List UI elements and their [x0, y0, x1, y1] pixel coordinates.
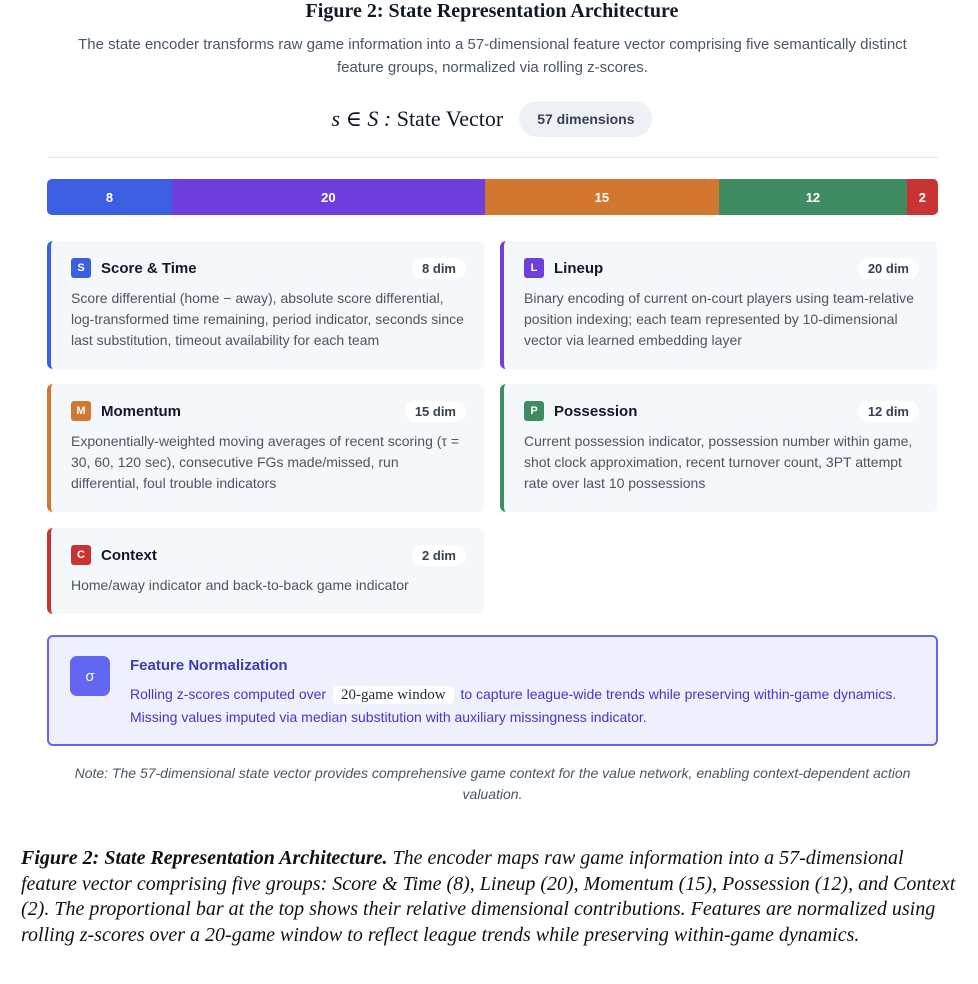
group-card-lineup — [500, 241, 937, 369]
bar-segment: 12 — [719, 179, 907, 215]
state-vector-label — [332, 106, 504, 132]
group-title: Context — [101, 546, 157, 564]
group-title: Score & Time — [101, 259, 197, 277]
bar-segment: 20 — [172, 179, 485, 215]
figure-subtitle: The state encoder transforms raw game information into a 57-dimensional feature vector comprising five semantically distinct feature groups, normalized via rolling z-scores. — [78, 36, 907, 76]
group-title: Possession — [554, 402, 638, 420]
group-dim-pill: 15 dim — [405, 401, 466, 422]
figure-note: Note: The 57-dimensional state vector provides comprehensive game context for the value network, enabling context-dependent action valuation. — [74, 765, 911, 802]
group-title: Lineup — [554, 259, 604, 277]
dimension-proportion-bar — [47, 179, 938, 215]
group-dim-pill: 8 dim — [412, 258, 466, 279]
state-vector-symbol: s ∈ S : — [331, 106, 392, 131]
group-description: Exponentially-weighted moving averages of recent scoring (τ = 30, 60, 120 sec), consecutive FGs made/missed, run differential, foul trouble indicators — [71, 433, 460, 491]
group-card-context — [47, 528, 484, 614]
group-dim-pill: 12 dim — [858, 401, 919, 422]
caption-text: The encoder maps raw game information into a 57-dimensional feature vector comprising five groups: Score & Time (8), Lineup (20), Momentum (15), Possession (12), and Context (2). The proportional bar at the top shows their relative dimensional contributions. Features are normalized using rolling z-scores over a 20-game window to reflect league trends while preserving within-game dynamics. — [21, 847, 956, 946]
bar-segment: 8 — [47, 179, 172, 215]
group-description: Binary encoding of current on-court players using team-relative position indexing; each team represented by 10-dimensional vector via learned embedding layer — [524, 290, 914, 348]
sigma-icon: σ — [70, 656, 110, 696]
divider — [47, 157, 938, 158]
normalization-title: Feature Normalization — [130, 657, 288, 674]
group-badge: L — [524, 258, 544, 278]
bar-segment: 2 — [907, 179, 938, 215]
dimension-count-pill: 57 dimensions — [519, 101, 652, 137]
figure-title: Figure 2: State Representation Architecture — [305, 0, 679, 22]
bar-segment: 15 — [485, 179, 719, 215]
group-badge: C — [71, 545, 91, 565]
group-description: Home/away indicator and back-to-back game indicator — [71, 577, 409, 593]
group-dim-pill: 2 dim — [412, 545, 466, 566]
group-dim-pill: 20 dim — [858, 258, 919, 279]
state-vector-name: State Vector — [396, 106, 504, 131]
group-description: Score differential (home − away), absolute score differential, log-transformed time remaining, period indicator, seconds since last substitution, timeout availability for each team — [71, 290, 464, 348]
group-card-momentum — [47, 384, 484, 512]
group-badge: S — [71, 258, 91, 278]
group-card-possession — [500, 384, 937, 512]
caption-lead: Figure 2: State Representation Architecture. — [21, 847, 388, 869]
group-card-score-time — [47, 241, 484, 369]
window-chip: 20-game window — [333, 686, 454, 704]
normalization-text-after: to capture league-wide trends while preserving within-game dynamics. Missing values imputed via median substitution with auxiliary missingness indicator. — [130, 686, 897, 725]
state-vector-header — [0, 98, 978, 140]
figure-caption — [21, 846, 961, 948]
normalization-text-before: Rolling z-scores computed over — [130, 686, 327, 702]
group-badge: P — [524, 401, 544, 421]
group-badge: M — [71, 401, 91, 421]
group-description: Current possession indicator, possession number within game, shot clock approximation, recent turnover count, 3PT attempt rate over last 10 possessions — [524, 433, 913, 491]
feature-normalization-box — [47, 635, 938, 746]
group-title: Momentum — [101, 402, 181, 420]
normalization-description — [130, 683, 920, 728]
